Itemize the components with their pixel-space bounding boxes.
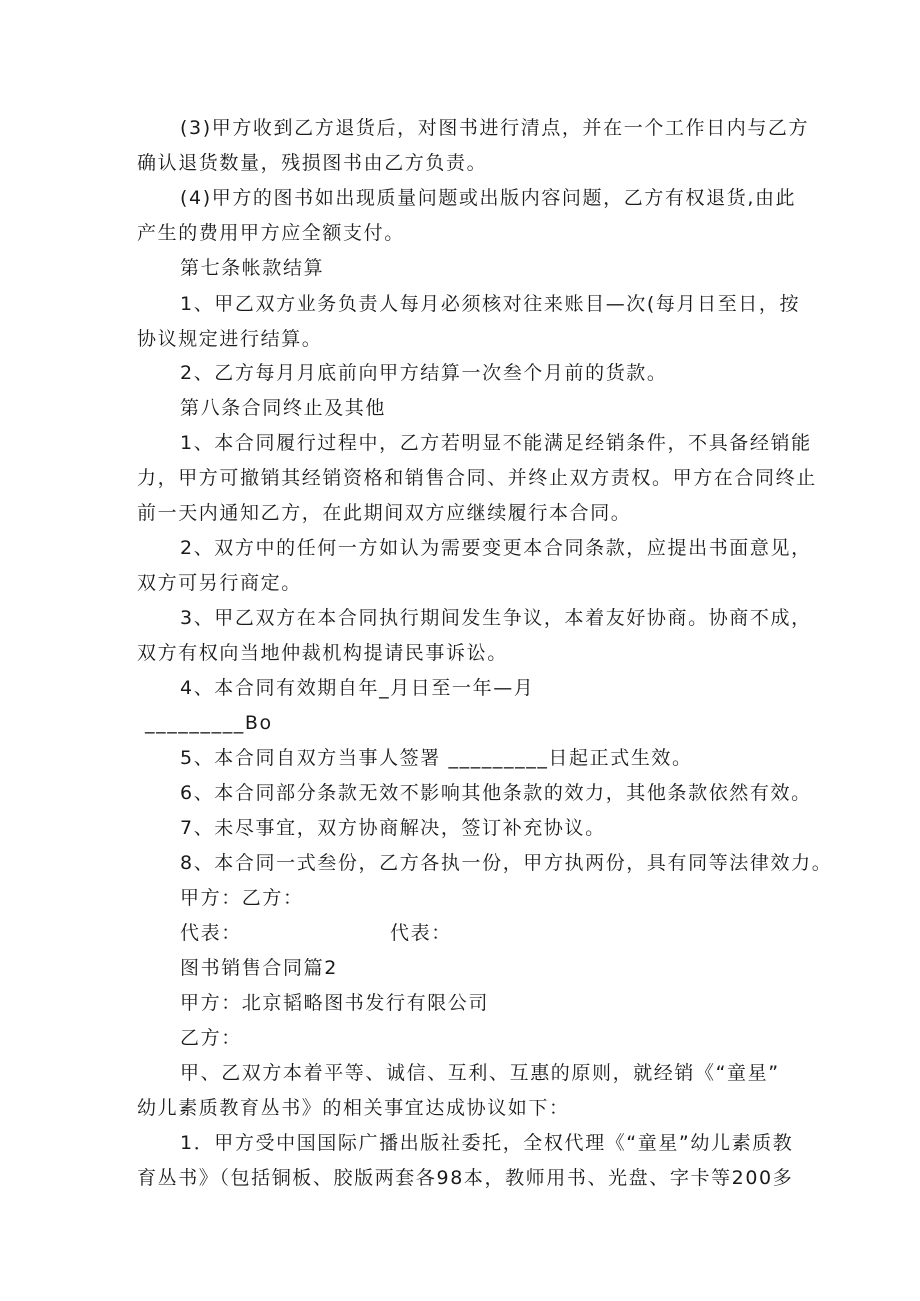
paragraph-line: 前一天内通知乙方，在此期间双方应继续履行本合同。 bbox=[137, 502, 632, 524]
representative-a: 代表： bbox=[180, 922, 242, 944]
paragraph-line: 8、本合同一式叁份，乙方各执一份，甲方执两份，具有同等法律效力。 bbox=[180, 852, 833, 874]
representative-b: 代表： bbox=[390, 922, 452, 944]
paragraph-line: 双方有权向当地仲裁机构提请民事诉讼。 bbox=[137, 642, 508, 664]
paragraph-line: 协议规定进行结算。 bbox=[137, 328, 323, 350]
paragraph-line: 育丛书》（包括铜板、胶版两套各98本，教师用书、光盘、字卡等200多 bbox=[137, 1167, 794, 1189]
paragraph-line: 2、双方中的任何一方如认为需要变更本合同条款，应提出书面意见， bbox=[180, 537, 812, 559]
paragraph-line: _________Bo bbox=[145, 712, 273, 734]
paragraph-line: 幼儿素质教育丛书》的相关事宜达成协议如下： bbox=[137, 1097, 570, 1119]
paragraph-line: 产生的费用甲方应全额支付。 bbox=[137, 222, 405, 244]
paragraph-line: 4、本合同有效期自年_月日至一年—月 bbox=[180, 677, 535, 699]
paragraph-line: 1、本合同履行过程中，乙方若明显不能满足经销条件，不具备经销能 bbox=[180, 432, 812, 454]
section-heading: 第七条帐款结算 bbox=[180, 257, 325, 279]
paragraph-line: 1、甲乙双方业务负责人每月必须核对往来账目—次(每月日至日，按 bbox=[180, 293, 801, 315]
paragraph-line: 5、本合同自双方当事人签署 _________日起正式生效。 bbox=[180, 747, 693, 769]
paragraph-line: (4)甲方的图书如出现质量问题或出版内容问题，乙方有权退货,由此 bbox=[180, 187, 797, 209]
paragraph-line: (3)甲方收到乙方退货后，对图书进行清点，并在一个工作日内与乙方 bbox=[180, 117, 810, 139]
paragraph-line: 力，甲方可撤销其经销资格和销售合同、并终止双方责权。甲方在合同终止 bbox=[137, 467, 817, 489]
party-a-line: 甲方：北京韬略图书发行有限公司 bbox=[180, 992, 490, 1014]
paragraph-line: 6、本合同部分条款无效不影响其他条款的效力，其他条款依然有效。 bbox=[180, 782, 812, 804]
party-labels: 甲方：乙方： bbox=[180, 887, 304, 909]
paragraph-line: 1．甲方受中国国际广播出版社委托，全权代理《“童星”幼儿素质教 bbox=[180, 1132, 794, 1154]
paragraph-line: 2、乙方每月月底前向甲方结算一次叁个月前的货款。 bbox=[180, 362, 668, 384]
paragraph-line: 确认退货数量，残损图书由乙方负责。 bbox=[137, 152, 488, 174]
section-title: 图书销售合同篇2 bbox=[180, 957, 338, 979]
paragraph-line: 7、未尽事宜，双方协商解决，签订补充协议。 bbox=[180, 817, 606, 839]
section-heading: 第八条合同终止及其他 bbox=[180, 397, 387, 419]
party-b-line: 乙方： bbox=[180, 1027, 242, 1049]
paragraph-line: 3、甲乙双方在本合同执行期间发生争议，本着友好协商。协商不成， bbox=[180, 607, 812, 629]
paragraph-line: 双方可另行商定。 bbox=[137, 572, 302, 594]
paragraph-line: 甲、乙双方本着平等、诚信、互利、互惠的原则，就经销《“童星” bbox=[180, 1062, 780, 1084]
